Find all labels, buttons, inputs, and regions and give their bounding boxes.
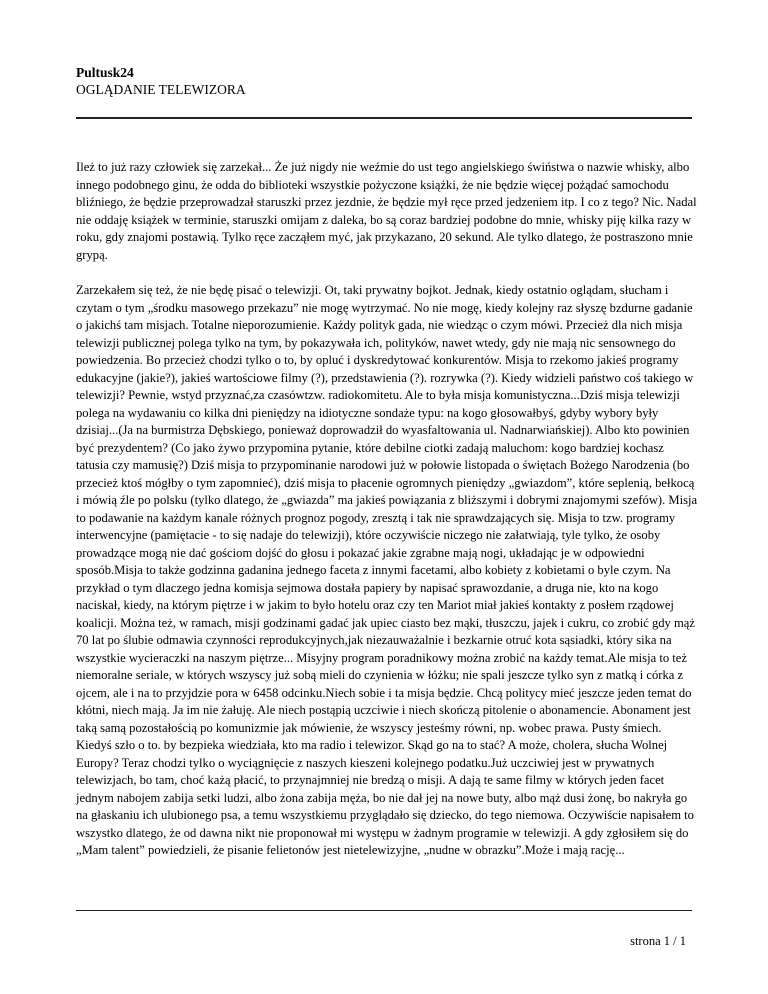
article-paragraph: Zarzekałem się też, że nie będę pisać o telewizji. Ot, taki prywatny bojkot. Jednak, kiedy ostatnio oglądam, słucham i czytam o tym „środku masowego przekazu” nie mogę wytrzymać. No nie mogę, kiedy kolejny raz słyszę bzdurne gadanie o jakichś tam misjach. Totalne nieporozumienie. Każdy polityk gada, nie wiedząc o czym mówi. Przecież dla nich misja telewizji publicznej polega tylko na tym, by pokazywała ich, polityków, nawet wtedy, gdy nie mają nic sensownego do powiedzenia. Bo przecież chodzi tylko o to, by opluć i dyskredytować konkurentów. Misja to rzekomo jakieś programy edukacyjne (jakie?), jakieś wartościowe filmy (?), przedstawienia (?). rozrywka (?). Kiedy widzieli państwo coś takiego w telewizji? Pewnie, wstyd przyznać,za czasówtzw. radiokomitetu. Ale to była misja komunistyczna...Dziś misja telewizji polega na wydawaniu co kilka dni pieniędzy na idiotyczne sondaże typu: na kogo głosowałbyś, gdyby wybory były dzisiaj...(Ja na burmistrza Dębskiego, ponieważ doprowadził do wyasfaltowania ul. Nadnarwiańskiej). Albo kto powinien być prezydentem? (Co jako żywo przypomina pytanie, które debilne ciotki zadają maluchom: kogo bardziej kochasz tatusia czy mamusię?) Dziś misja to przypominanie narodowi już w połowie listopada o świętach Bożego Narodzenia (bo przecież ktoś mógłby o tym zapomnieć), dziś misja to płacenie ogromnych pieniędzy „gwiazdom”, które seplenią, bełkocą i mówią źle po polsku (tylko dlatego, że „gwiazda” ma jakieś powiązania z bliższymi i dobrymi znajomymi szefów). Misja to podawanie na każdym kanale różnych prognoz pogody, zresztą i tak nie sprawdzających się. Misja to tzw. programy interwencyjne (pamiętacie - to się nadaje do telewizji), które oczywiście niczego nie załatwiają, tyle tylko, że osoby prowadzące mogą nie dać gościom dojść do głosu i pokazać jakie zgrabne mają nogi, układając je w odpowiedni sposób.Misja to także godzinna gadanina jednego faceta z innymi facetami, albo kobiety z kobietami o byle czym. Na przykład o tym dlaczego jedna komisja sejmowa dostała papiery by napisać sprawozdanie, a druga nie, kto na kogo naciskał, kiedy, na którym piętrze i w jakim to było hotelu oraz czy ten Mariot miał jakieś kontakty z posłem rządowej koalicji. Można też, w ramach, misji godzinami gadać jak upiec ciasto bez mąki, tłuszczu, jajek i cukru, co zrobić gdy mąż 70 lat po ślubie odmawia czynności reprodukcyjnych,jak niezauważalnie i bezkarnie otruć kota sąsiadki, który sika na wszystkie wycieraczki na naszym piętrze... Misyjny program poradnikowy można zrobić na każdy temat.Ale misja to też niemoralne seriale, w których wszyscy już sobą mieli do czynienia w łóżku; nie spali jeszcze tylko syn z matką i córka z ojcem, ale i na to przyjdzie pora w 6458 odcinku.Niech sobie i ta misja będzie. Chcą politycy mieć jeszcze jeden temat do kłótni, niech mają. Ja im nie żałuję. Ale niech postąpią uczciwie i niech skończą pitolenie o abonamencie. Abonament jest taką samą pozostałością po komunizmie jak mówienie, że wszyscy jesteśmy równi, np. wobec prawa. Pusty śmiech. Kiedyś szło o to. by bezpieka wiedziała, kto ma radio i telewizor. Skąd go na to stać? A może, cholera, słucha Wolnej Europy? Teraz chodzi tylko o wyciągnięcie z naszych kieszeni kolejnego podatku.Już uczciwiej jest w prywatnych telewizjach, bo tam, choć każą płacić, to przynajmniej nie bredzą o misji. A dają te same filmy w których jeden facet jednym nabojem zabija setki ludzi, albo żona zabija męża, bo nie dał jej na nowe buty, albo mąż dusi żonę, bo nakryła go na głaskaniu ich ulubionego psa, a temu wszystkiemu przyglądało się dziecko, do tego niemowa. Oczywiście napisałem to wszystko dlatego, że od dawna nikt nie proponował mi występu w żadnym programie w telewizji. A gdy zgłosiłem się do „Mam talent” powiedzieli, że pisanie felietonów jest nietelewizyjne, „nudne w obrazku”.Może i mają rację...	[76, 283, 698, 857]
page-header	[76, 64, 696, 98]
article-body	[76, 159, 698, 878]
section-title: OGLĄDANIE TELEWIZORA	[76, 82, 246, 97]
header-divider	[76, 117, 692, 119]
page-number: strona 1 / 1	[630, 934, 686, 948]
site-title: Pultusk24	[76, 65, 134, 80]
footer-divider	[76, 910, 692, 911]
article-paragraph: Ileż to już razy człowiek się zarzekał... Że już nigdy nie weźmie do ust tego angielskiego świństwa o nazwie whisky, albo innego podobnego ginu, że odda do biblioteki wszystkie pożyczone książki, że nie będzie więcej pożądać samochodu bliźniego, że będzie przeprowadzał staruszki przez jezdnie, że będzie mył ręce przed jedzeniem itp. I co z tego? Nic. Nadal nie oddaję książek w terminie, staruszki omijam z daleka, bo są coraz bardziej podobne do mnie, whisky piję kilka razy w roku, gdy znajomi postawią. Tylko ręce zacząłem myć, jak przykazano, 20 sekund. Ale tylko dlatego, że postraszono mnie grypą.	[76, 160, 697, 262]
